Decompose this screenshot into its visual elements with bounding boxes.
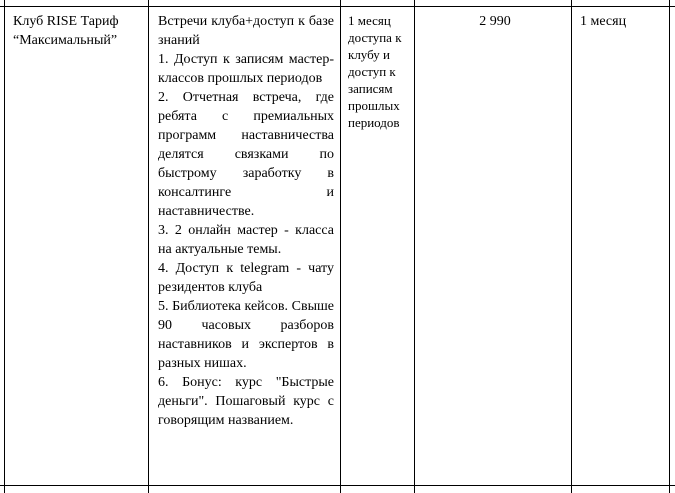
column-border xyxy=(414,0,415,493)
access-period-cell: 1 месяц доступа к клубу и доступ к записям прошлых периодов xyxy=(348,13,402,130)
column-border xyxy=(571,0,572,493)
price-cell: 2 990 xyxy=(479,14,511,29)
table-row-divider xyxy=(0,485,675,486)
description-item: 1. Доступ к записям мастер-классов прошлых периодов xyxy=(158,52,334,86)
description-item: 4. Доступ к telegram - чату резидентов клуба xyxy=(158,261,334,295)
column-border-right xyxy=(669,0,670,493)
description-item: 2. Отчетная встреча, где ребята с премиальных программ наставничества делятся связками по быстрому заработку в консалтинге и наставничестве. xyxy=(158,90,334,219)
column-border xyxy=(148,0,149,493)
column-border xyxy=(340,0,341,493)
term-cell: 1 месяц xyxy=(580,14,627,29)
description-item: 3. 2 онлайн мастер - класса на актуальные темы. xyxy=(158,223,334,257)
description-item: 5. Библиотека кейсов. Свыше 90 часовых разборов наставников и экспертов в разных нишах. xyxy=(158,299,334,371)
description-item: 6. Бонус: курс "Быстрые деньги". Пошаговый курс с говорящим названием. xyxy=(158,375,334,428)
tariff-name-line: Клуб RISE Тариф xyxy=(13,14,119,29)
tariff-name-cell xyxy=(13,12,143,50)
tariff-name-quoted: “Максимальный” xyxy=(13,33,118,48)
column-border-left xyxy=(4,0,5,493)
description-intro: Встречи клуба+доступ к базе знаний xyxy=(158,14,334,48)
table-border-top xyxy=(0,6,675,7)
tariff-description-cell xyxy=(158,12,334,430)
